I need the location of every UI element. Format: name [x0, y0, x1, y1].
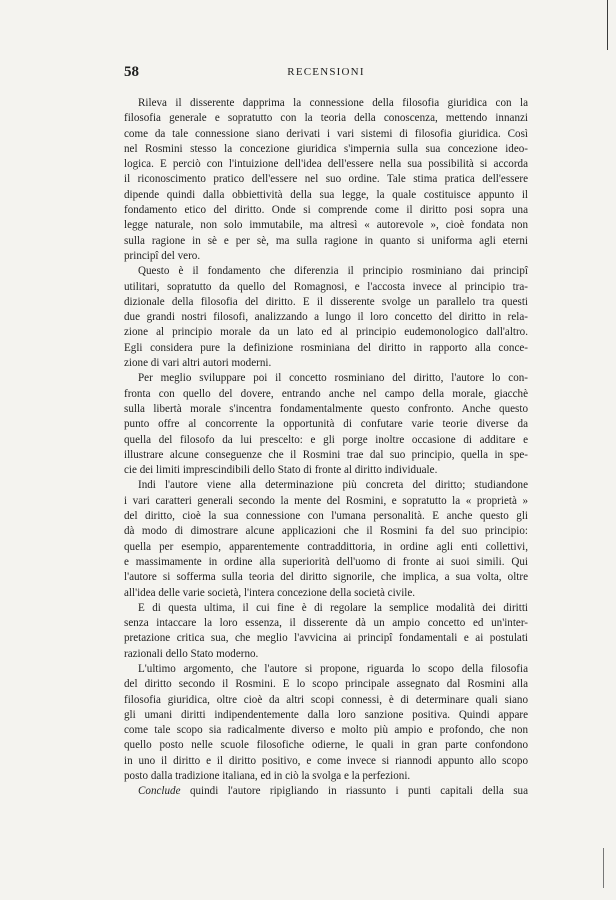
text-line: pretazione critica sua, che meglio l'avvicina ai principî fondamentali e ai postulati: [124, 632, 528, 645]
paragraph: [124, 784, 528, 799]
text-line: sulla ragione in sè e per sè, ma sulla ragione in quanto si uniforma agli eterni: [124, 234, 528, 247]
paragraph: [124, 264, 528, 371]
text-line: dipende quindi dalla obbiettività della sua legge, la quale costituisce appunto il: [124, 188, 528, 201]
text-line: Rileva il disserente dapprima la connessione della filosofia giuridica con la: [138, 97, 528, 109]
text-line: illustrare alcune conseguenze che il Rosmini trae dal suo principio, quella in spe-: [124, 448, 528, 461]
text-line: fronta con quello del dovere, entrando anche nel campo della morale, giacchè: [124, 387, 528, 400]
text-line: Questo è il fondamento che diferenzia il principio rosminiano dai principî: [138, 265, 528, 278]
text-line: zione di vari altri autori moderni.: [124, 357, 272, 370]
text-line: fondamento etico del diritto. Onde si comprende come il diritto posi sopra una: [124, 204, 528, 217]
body-text: [124, 96, 528, 800]
text-line: cie dei limiti imprescindibili dello Stato di fronte al diritto individuale.: [124, 464, 438, 477]
page-edge-line-lower: [603, 848, 604, 888]
text-line: i vari caratteri generali secondo la mente del Rosmini, e sopratutto la « proprietà »: [124, 494, 528, 507]
text-line: sulla libertà morale s'incentra fondamentalmente questo confronto. Anche questo: [124, 402, 528, 415]
running-title: RECENSIONI: [287, 66, 365, 78]
text-line: filosofia giuridica, oltre cioè da altri scopi connessi, è di determinare quali siano: [124, 693, 528, 706]
text-line: come da tale connessione siano derivati i vari sistemi di filosofia giuridica. Così: [124, 127, 528, 140]
text-line: Per meglio sviluppare poi il concetto rosminiano del diritto, l'autore lo con-: [138, 372, 528, 385]
text-line-rest: quindi l'autore ripigliando in riassunto i punti capitali della sua: [180, 785, 528, 798]
text-line: Egli considera pure la definizione rosminiana del diritto in rapporto alla conce-: [124, 341, 528, 354]
paragraph: [124, 478, 528, 600]
text-line: quello posto nelle scuole filosofiche odierne, le quali in gran parte confondono: [124, 739, 528, 752]
text-line: L'ultimo argomento, che l'autore si propone, riguarda lo scopo della filosofia: [138, 662, 528, 675]
text-line: due grandi nostri filosofi, analizzando a lungo il loro concetto del diritto in rela-: [124, 311, 528, 324]
paragraph: [124, 371, 528, 478]
text-line: senza intaccare la loro essenza, il disserente dà un ampio concetto ed un'inter-: [124, 617, 528, 630]
text-line: e massimamente in ordine alla superiorità dell'uomo di fronte ai suoi simili. Qui: [124, 555, 528, 568]
text-line: dizionale della filosofia del diritto. E il disserente svolge un parallelo tra questi: [124, 295, 528, 308]
text-line: in uno il diritto e il diritto positivo, e come invece si riannodi appunto allo scopo: [124, 754, 528, 767]
text-line: principî del vero.: [124, 249, 201, 262]
text-line: l'autore si sofferma sulla teoria del diritto signorile, che implica, a sua volta, oltre: [124, 571, 528, 584]
text-line: filosofia generale e sopratutto con la teoria della conoscenza, mettendo innanzi: [124, 112, 528, 125]
text-line: nel Rosmini stesso la concezione giuridica s'impernia sulla sua concezione ideo-: [124, 142, 528, 155]
text-line: utilitari, sopratutto da quello del Romagnosi, e l'accosta invece al principio tra-: [124, 280, 528, 293]
page-number: 58: [124, 64, 139, 80]
text-line: Indi l'autore viene alla determinazione più concreta del diritto; studiandone: [138, 479, 528, 492]
text-line: il riconoscimento pratico dell'essere nel suo ordine. Tale stima pratica dell'essere: [124, 173, 528, 186]
text-line: logica. E perciò con l'intuizione dell'idea dell'essere nella sua possibilità si accorda: [124, 158, 528, 171]
text-line: posto dalla tradizione italiana, ed in ciò la svolga e la perfezioni.: [124, 770, 411, 783]
paragraph: [124, 601, 528, 662]
text-line: zione al principio morale da un lato ed al principio eudemonologico dall'altro.: [124, 326, 528, 339]
text-line: razionali dello Stato moderno.: [124, 647, 259, 660]
text-line: come tale scopo sia radicalmente diverso e molto più ampio e profondo, che non: [124, 724, 528, 737]
page-header: [124, 64, 528, 84]
paragraph: [124, 662, 528, 784]
italic-word: Conclude: [138, 785, 181, 798]
text-line: quella per esempio, apparentemente contraddittoria, in ordine agli enti collettivi,: [124, 540, 528, 553]
text-line: punto offre al concorrente la opportunità di confutare varie teorie diverse da: [124, 418, 528, 431]
paragraph: [124, 96, 528, 264]
text-line: quella del filosofo da lui prescelto: e gli porge inoltre occasione di additare e: [124, 433, 528, 446]
text-line: del diritto, cioè la sua connessione con l'umana personalità. E anche questo gli: [124, 510, 528, 523]
text-line: all'idea delle varie società, l'intera concezione della società civile.: [124, 586, 416, 599]
text-line: gli umani diritti indipendentemente dalla loro sanzione positiva. Quindi appare: [124, 708, 528, 721]
text-line: dà modo di dimostrare alcune applicazioni che il Rosmini fa del suo principio:: [124, 525, 528, 538]
text-line: del diritto secondo il Rosmini. E lo scopo principale assegnato dal Rosmini alla: [124, 678, 528, 691]
text-line: [124, 784, 528, 799]
page-edge-line: [607, 0, 608, 50]
text-line: E di questa ultima, il cui fine è di regolare la semplice modalità dei diritti: [138, 601, 528, 614]
text-line: legge naturale, non solo immutabile, ma altresì « autorevole », cioè fondata non: [124, 219, 528, 232]
